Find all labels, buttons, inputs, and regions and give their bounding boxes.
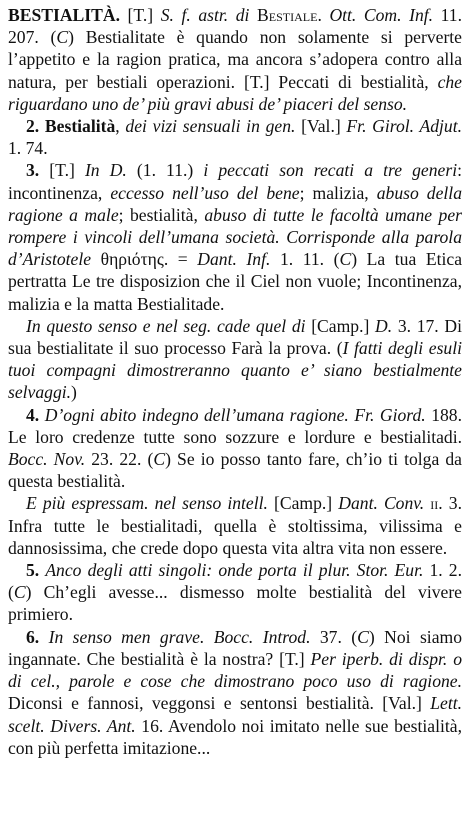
text-run: C [357,626,369,647]
text-run: dei vizi sensuali in gen. [125,116,296,137]
text-run: 23. 22. ( [85,449,154,470]
text-run: C [153,449,166,470]
text-run: θηριότης. = [91,249,198,270]
text-run: Dant. Inf. [197,249,271,270]
text-run: : incontinenza, [8,160,462,203]
entry-paragraph-sense-6 [8,626,462,759]
text-run: ) La tua Etica pertratta Le tre disposizion che il Ciel non vuole; Incontinenza, malizia e la matta Bestialitade. [8,249,463,314]
text-run: Fr. Girol. Adjut. [346,116,462,137]
entry-paragraph-sense-3 [8,159,462,314]
text-run: . 3. Infra tutte le bestialitadi, quella è stoltissima, vilissima e dannosissima, che crede dopo questa vita altra vita non essere. [8,493,462,558]
text-run: C [56,27,69,48]
text-run: ) Ch’egli avesse... dismesso molte bestialità del vivere primiero. [8,582,462,625]
text-run: i peccati son recati a tre generi [203,160,458,181]
text-run: 1. 74. [8,138,48,159]
text-run: Bestiale [257,5,318,25]
text-run: 3. [26,160,50,181]
text-run: [T.] [119,5,161,25]
text-run: S. f. astr. di [160,5,258,25]
text-run: C [339,249,352,270]
text-run: 188. Le loro credenze tutte sono sozzure e lordure e bestialitadi. [8,404,463,447]
text-run: Anco degli atti singoli: onde porta il plur. Stor. Eur. [45,560,424,581]
text-run: 11. 207. ( [8,5,463,48]
text-run: Per iperb. di dispr. o di cel., parole e cose che dimostrano poco uso di ragione. [8,648,462,692]
text-run: eccesso nell’uso del bene [110,182,300,203]
text-run: 3. 17. Di sua bestialitate il suo processo Farà la prova. ( [8,315,462,359]
text-run: I fatti degli esuli tuoi compagni dimostreranno quanto e’ siano bestialmente selvaggi. [8,338,462,403]
text-run: Lett. scelt. Divers. Ant. [8,693,462,736]
text-run: Bestialità [44,116,116,137]
text-run: che riguardano uno de’ più gravi abusi de’ piaceri del senso. [8,71,462,114]
text-run: Ott. Com. Inf. [329,5,434,25]
text-run: Dant. Conv. [338,493,425,514]
text-run: 37. ( [310,626,358,647]
text-run: 4. [26,404,45,425]
text-run: 5. [26,560,46,581]
text-run: ; bestialità, [118,204,205,225]
text-run: [Camp.] [267,493,339,514]
text-run: Diconsi e fannosi, veggonsi e sentonsi bestialità. [Val.] [8,693,431,714]
text-run: ) Noi siamo ingannate. Che bestialità è la nostra? [T.] [8,626,462,669]
text-run: D. [375,315,393,336]
text-run: 1. 11. ( [270,249,340,270]
text-run: abuso della ragione a male [8,182,462,225]
entry-paragraph-sense-3-note [8,315,462,404]
entry-paragraph-sense-2 [8,115,462,159]
text-run: ; malizia, [299,182,377,203]
text-run: E più espressam. nel senso intell. [26,493,268,514]
text-run: [T.] [49,160,85,181]
text-run: ) [71,382,77,403]
text-run: 1. 2. ( [8,560,462,603]
text-run: In questo senso e nel seg. cade quel di [26,315,306,336]
entry-paragraph-sense-4 [8,404,462,493]
text-run: C [13,582,26,603]
text-run: . [317,5,330,25]
text-run: (1. 11.) [126,160,204,181]
text-run: Bocc. Nov. [8,449,86,470]
text-run: 2. [26,116,45,137]
text-run: [Val.] [295,116,347,137]
text-run: ) Se io posso tanto fare, ch’io ti tolga da questa bestialità. [8,449,462,492]
entry-paragraph-sense-5 [8,559,462,626]
text-run: ii [430,493,439,514]
text-run: In D. [84,160,127,181]
text-run: , [115,116,126,137]
text-run: ) Bestialitate è quando non solamente si perverte l’appetito e la ragion pratica, ma ancora s’adopera contro alla natura, per bestiali operazioni. [T.] Peccati di bestialità, [8,27,462,92]
headword: BESTIALITÀ. [8,5,120,25]
text-run: [Camp.] [305,315,376,336]
text-run: D’ogni abito indegno dell’umana ragione. Fr. Giord. [44,404,426,425]
text-run: abuso di tutte le facoltà umane per rompere i vincoli dell’umana società. Corrisponde alla parola d’Aristotele [8,204,462,270]
entry-paragraph-sense-4-note [8,492,462,559]
text-run: 6. [26,626,49,647]
text-run: 16. Avendolo noi imitato nelle sue bestialità, con più perfetta imitazione... [8,715,462,758]
text-run: In senso men grave. Bocc. Introd. [48,626,311,647]
entry-paragraph-definition [8,4,462,115]
